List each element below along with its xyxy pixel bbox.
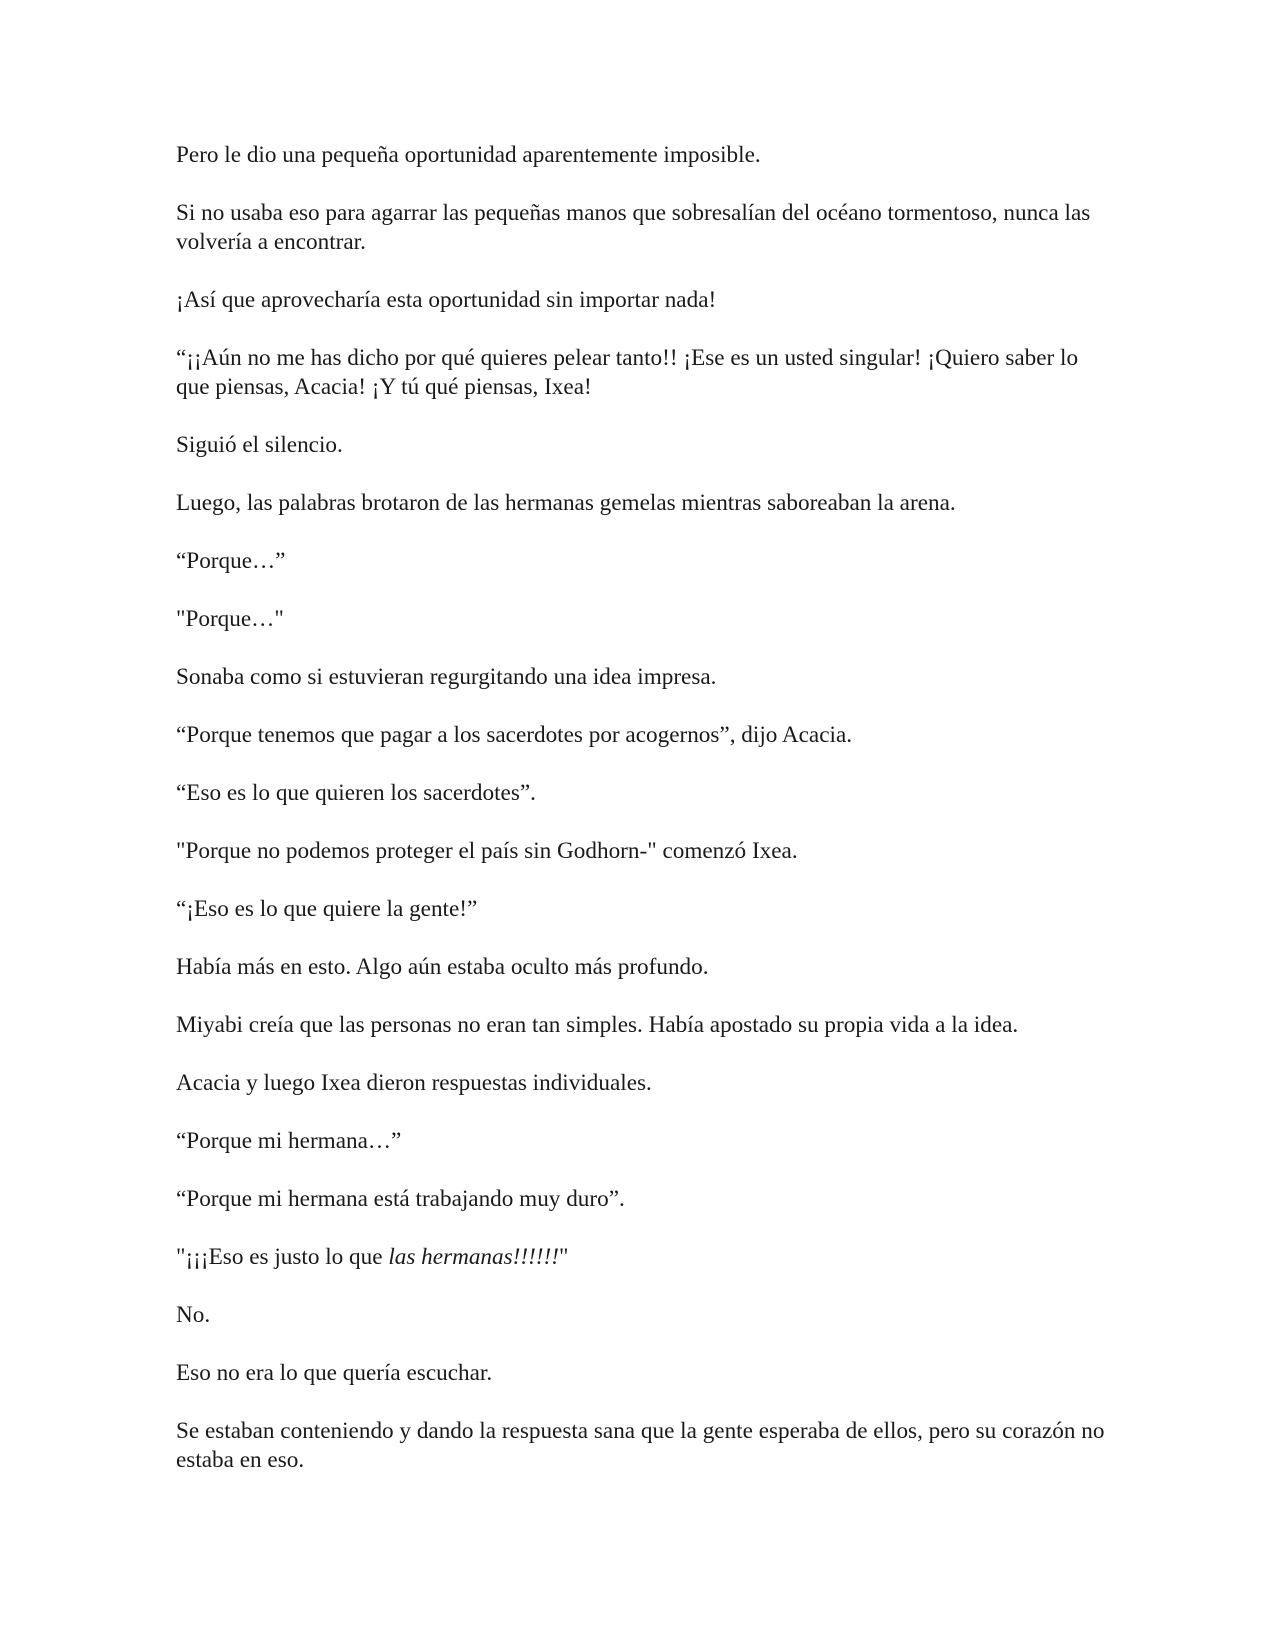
paragraph-5: Siguió el silencio. bbox=[176, 432, 343, 458]
paragraph-20: No. bbox=[176, 1302, 211, 1328]
paragraph-17: “Porque mi hermana…” bbox=[176, 1128, 402, 1154]
paragraph-18: “Porque mi hermana está trabajando muy duro”. bbox=[176, 1186, 625, 1212]
paragraph-8: "Porque…" bbox=[176, 606, 284, 632]
emphasis-after: " bbox=[558, 1244, 569, 1270]
paragraph-22: Se estaban conteniendo y dando la respuesta sana que la gente esperaba de ellos, pero su corazón no estaba en eso. bbox=[176, 1418, 1105, 1473]
page-body-text bbox=[176, 141, 1106, 1504]
paragraph-4: “¡¡Aún no me has dicho por qué quieres pelear tanto!! ¡Ese es un usted singular! ¡Quiero saber lo que piensas, Acacia! ¡Y tú qué piensas, Ixea! bbox=[176, 345, 1079, 400]
paragraph-14: Había más en esto. Algo aún estaba oculto más profundo. bbox=[176, 954, 709, 980]
emphasis-paragraph bbox=[176, 1243, 1106, 1272]
paragraph-11: “Eso es lo que quieren los sacerdotes”. bbox=[176, 780, 536, 806]
paragraph-2: Si no usaba eso para agarrar las pequeñas manos que sobresalían del océano tormentoso, nunca las volvería a encontrar. bbox=[176, 200, 1091, 255]
paragraph-9: Sonaba como si estuvieran regurgitando una idea impresa. bbox=[176, 664, 717, 690]
paragraph-16: Acacia y luego Ixea dieron respuestas individuales. bbox=[176, 1070, 652, 1096]
paragraph-21: Eso no era lo que quería escuchar. bbox=[176, 1360, 493, 1386]
paragraph-3: ¡Así que aprovecharía esta oportunidad sin importar nada! bbox=[176, 287, 717, 313]
paragraph-15: Miyabi creía que las personas no eran tan simples. Había apostado su propia vida a la idea. bbox=[176, 1012, 1019, 1038]
emphasis-italic: las hermanas!!!!!! bbox=[388, 1244, 559, 1270]
paragraph-7: “Porque…” bbox=[176, 548, 286, 574]
paragraph-1: Pero le dio una pequeña oportunidad aparentemente imposible. bbox=[176, 142, 761, 168]
paragraph-13: “¡Eso es lo que quiere la gente!” bbox=[176, 896, 478, 922]
paragraph-6: Luego, las palabras brotaron de las hermanas gemelas mientras saboreaban la arena. bbox=[176, 490, 956, 516]
paragraph-10: “Porque tenemos que pagar a los sacerdotes por acogernos”, dijo Acacia. bbox=[176, 722, 853, 748]
emphasis-before: "¡¡¡Eso es justo lo que bbox=[176, 1244, 389, 1270]
paragraph-12: "Porque no podemos proteger el país sin Godhorn-" comenzó Ixea. bbox=[176, 838, 798, 864]
